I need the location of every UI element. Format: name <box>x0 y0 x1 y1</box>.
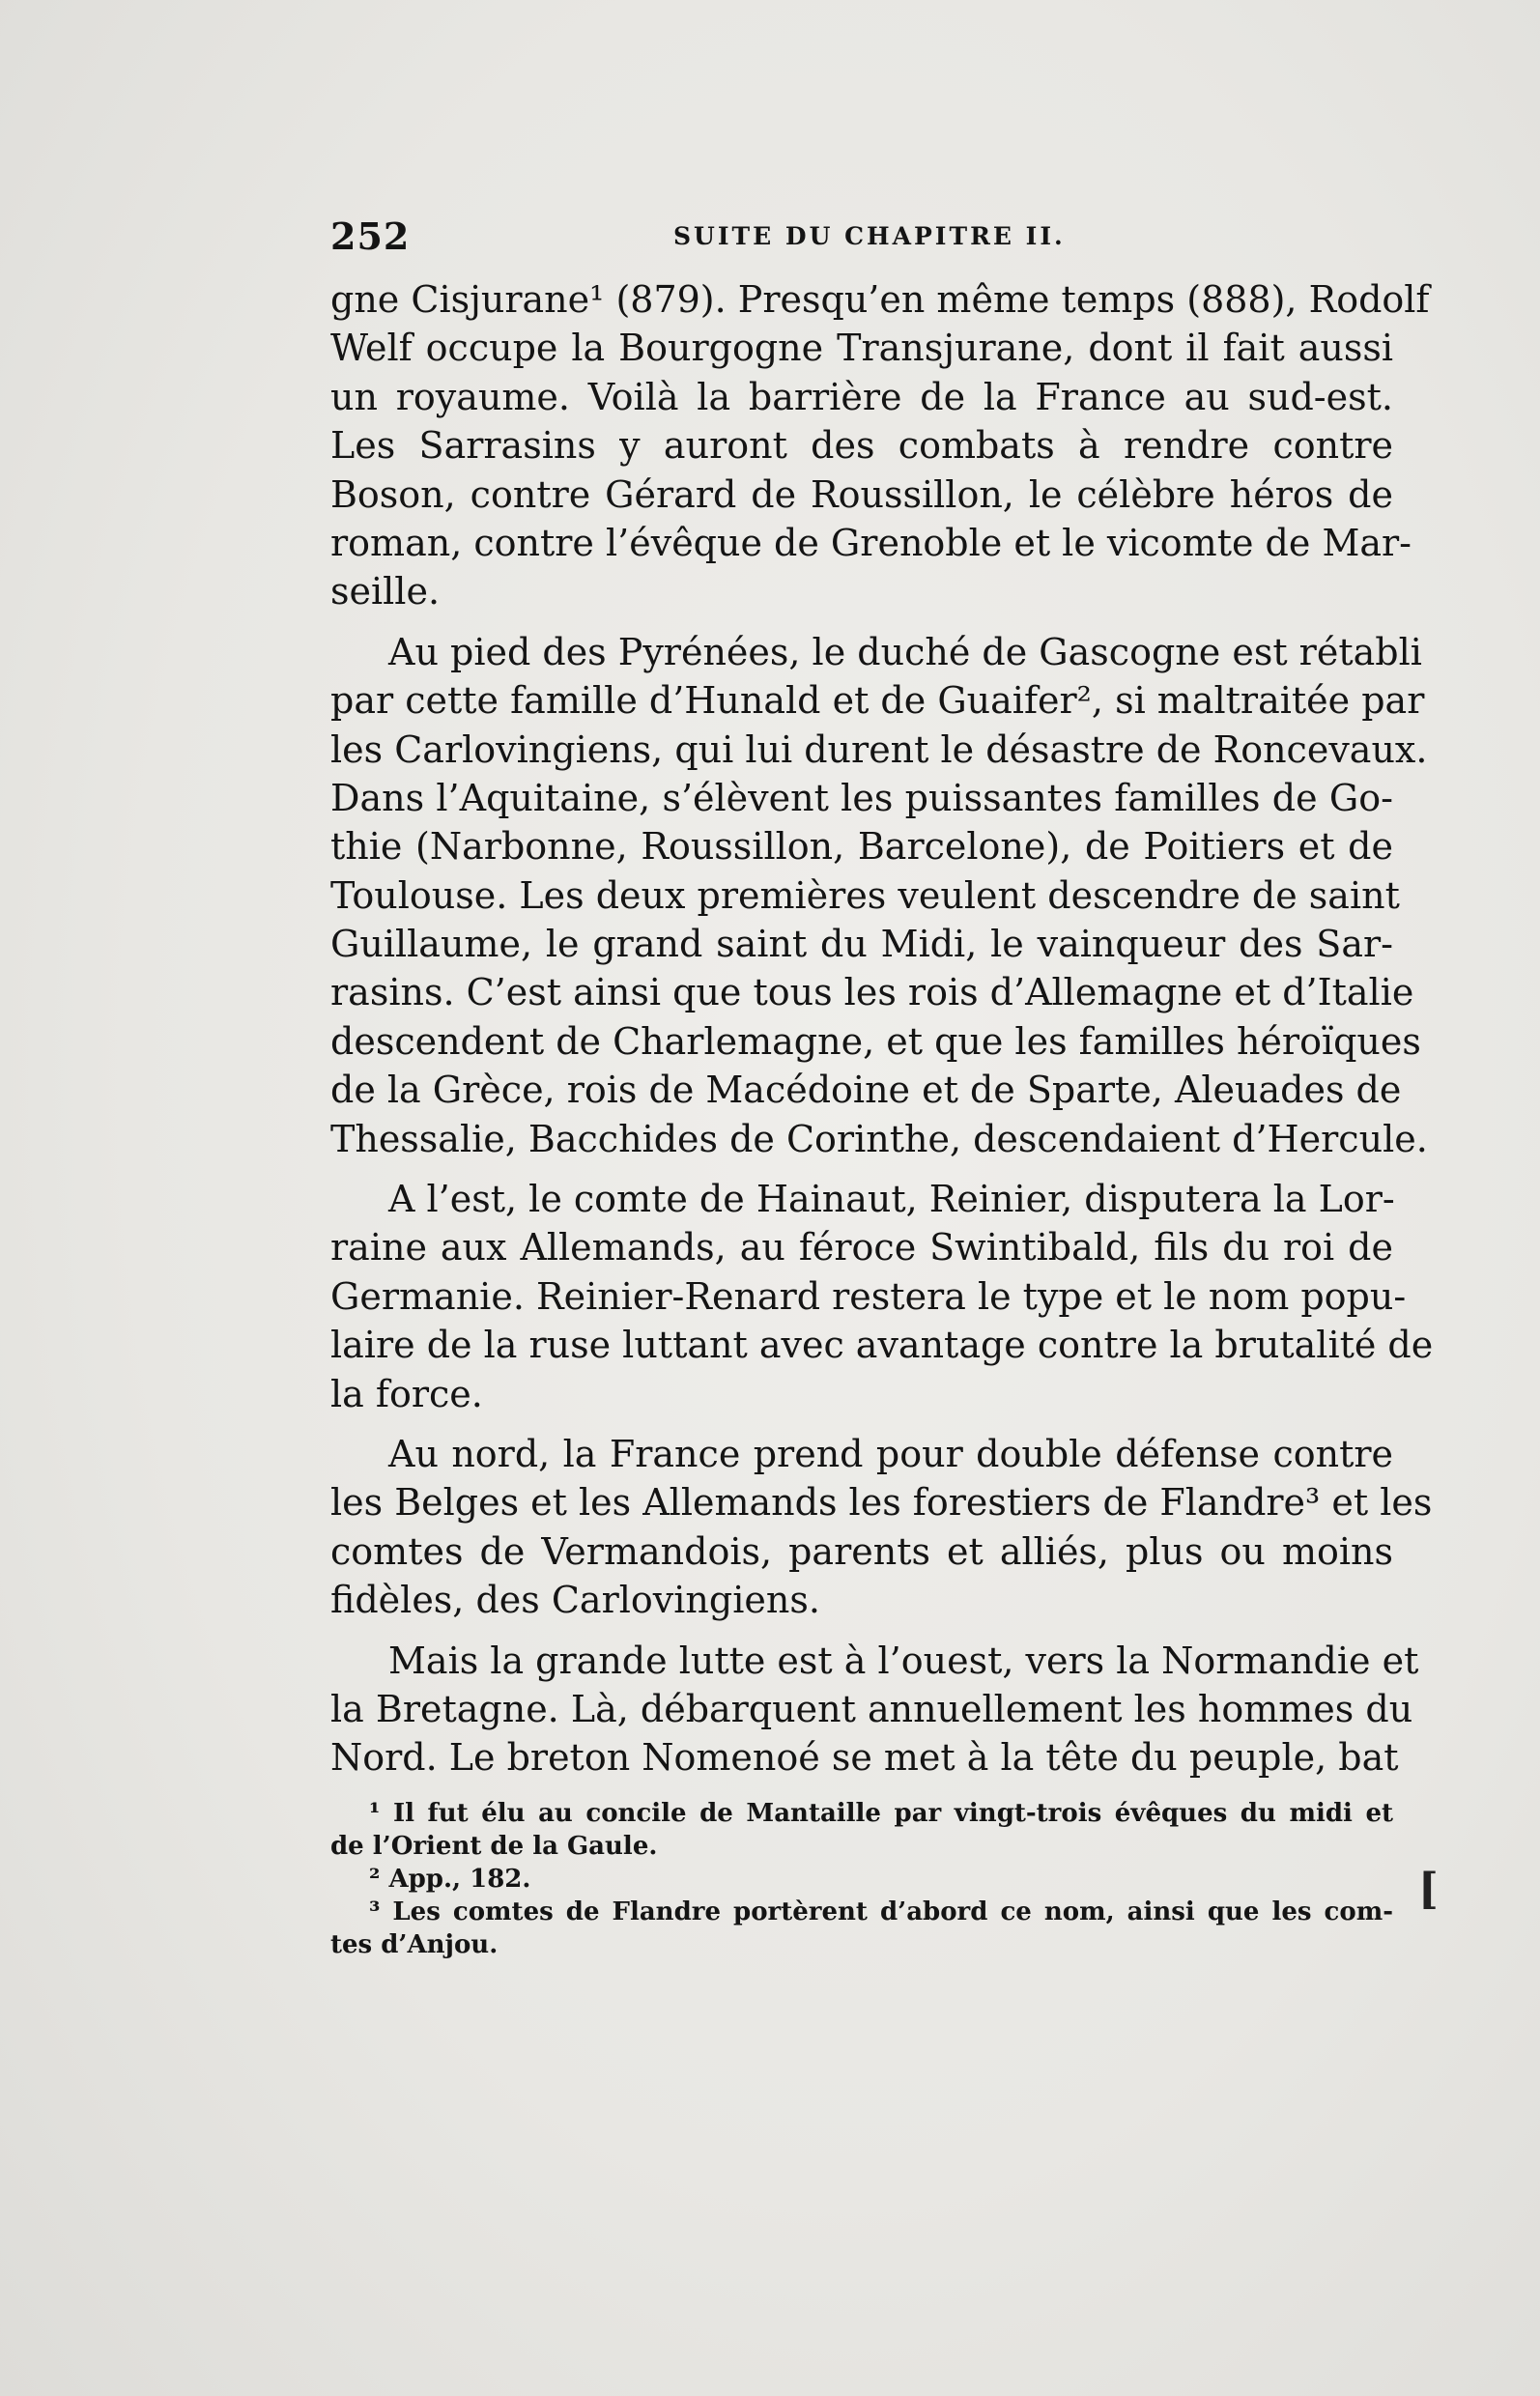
page-header <box>330 214 1393 263</box>
footnotes <box>330 1797 1393 1961</box>
text-line: Mais la grande lutte est à l’ouest, vers la Normandie et <box>388 1639 1419 1682</box>
text-line: laire de la ruse luttant avec avantage contre la brutalité de <box>330 1324 1434 1367</box>
footnote-line: ² App., 182. <box>369 1865 531 1894</box>
text-line: thie (Narbonne, Roussillon, Barcelone), de Poitiers et de <box>330 825 1393 869</box>
text-line: Toulouse. Les deux premières veulent descendre de saint <box>330 873 1400 917</box>
body-text <box>330 275 1434 1783</box>
text-line: Au nord, la France prend pour double défense contre <box>388 1432 1393 1475</box>
text-line: A l’est, le comte de Hainaut, Reinier, disputera la Lor- <box>388 1178 1395 1221</box>
text-line: de la Grèce, rois de Macédoine et de Sparte, Aleuades de <box>330 1069 1402 1112</box>
footnote-line: ³ Les comtes de Flandre portèrent d’abord ce nom, ainsi que les com- <box>369 1897 1393 1926</box>
text-line: Guillaume, le grand saint du Midi, le vainqueur des Sar- <box>330 923 1393 966</box>
text-line: un royaume. Voilà la barrière de la France au sud-est. <box>330 375 1393 418</box>
text-line: fidèles, des Carlovingiens. <box>330 1579 820 1622</box>
text-line: comtes de Vermandois, parents et alliés, plus ou moins <box>330 1529 1393 1573</box>
text-line: Les Sarrasins y auront des combats à rendre contre <box>330 424 1393 468</box>
text-line: Welf occupe la Bourgogne Transjurane, dont il fait aussi <box>330 327 1393 370</box>
text-line: Dans l’Aquitaine, s’élèvent les puissantes familles de Go- <box>330 776 1393 819</box>
footnote-line: tes d’Anjou. <box>330 1930 499 1959</box>
text-line: rasins. C’est ainsi que tous les rois d’Allemagne et d’Italie <box>330 971 1414 1014</box>
text-line: les Carlovingiens, qui lui durent le désastre de Roncevaux. <box>330 727 1428 771</box>
text-line: gne Cisjurane¹ (879). Presqu’en même temps (888), Rodolf <box>330 278 1430 321</box>
text-line: par cette famille d’Hunald et de Guaifer², si maltraitée par <box>330 679 1425 723</box>
text-line: la force. <box>330 1372 483 1415</box>
page-number: 252 <box>330 214 411 258</box>
margin-mark: [ <box>1418 1865 1439 1914</box>
footnote-line: ¹ Il fut élu au concile de Mantaille par vingt-trois évêques du midi et <box>369 1799 1393 1828</box>
running-head: SUITE DU CHAPITRE II. <box>673 222 1066 250</box>
text-line: raine aux Allemands, au féroce Swintibald, fils du roi de <box>330 1226 1393 1269</box>
text-line: la Bretagne. Là, débarquent annuellement les hommes du <box>330 1687 1413 1730</box>
footnote-line: de l’Orient de la Gaule. <box>330 1832 658 1861</box>
text-line: les Belges et les Allemands les forestiers de Flandre³ et les <box>330 1481 1433 1525</box>
text-line: Boson, contre Gérard de Roussillon, le célèbre héros de <box>330 472 1393 516</box>
text-line: Au pied des Pyrénées, le duché de Gascogne est rétabli <box>388 630 1422 673</box>
text-line: Nord. Le breton Nomenoé se met à la tête du peuple, bat <box>330 1736 1399 1780</box>
text-line: descendent de Charlemagne, et que les familles héroïques <box>330 1019 1421 1063</box>
text-line: Germanie. Reinier-Renard restera le type et le nom popu- <box>330 1274 1407 1318</box>
text-line: seille. <box>330 570 441 613</box>
text-line: Thessalie, Bacchides de Corinthe, descendaient d’Hercule. <box>330 1117 1428 1160</box>
text-line: roman, contre l’évêque de Grenoble et le vicomte de Mar- <box>330 521 1412 564</box>
